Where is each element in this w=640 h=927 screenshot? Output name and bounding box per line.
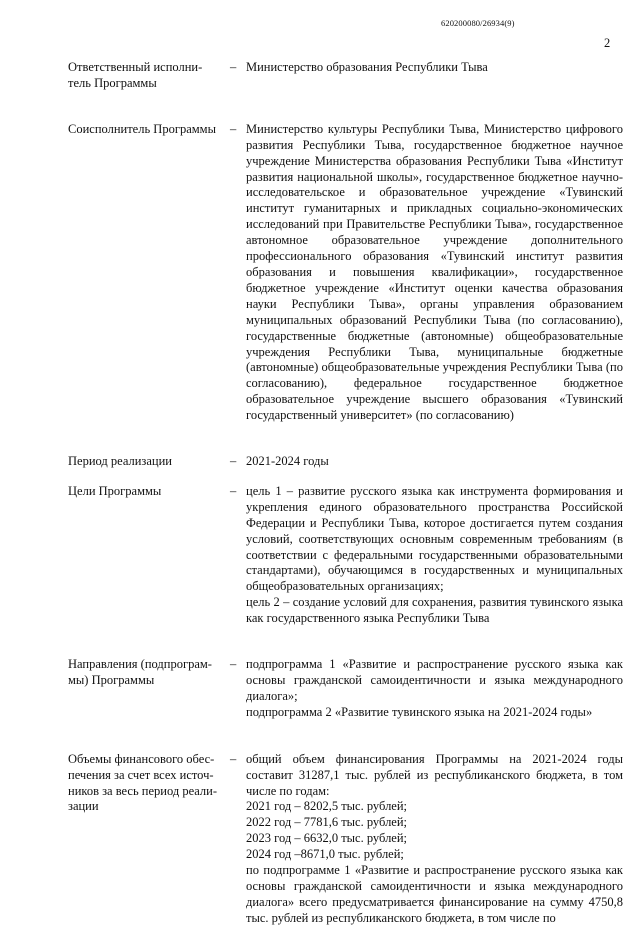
row-dash: – <box>230 657 237 672</box>
label-line: Направления (подпрограм- <box>68 657 212 672</box>
row-implementation-period <box>68 454 623 470</box>
label-line: мы) Программы <box>68 673 155 687</box>
label-line: Объемы финансового обес- <box>68 751 215 766</box>
row-label <box>68 60 230 92</box>
finance-subprogram-1-paragraph: по подпрограмме 1 «Развитие и распространение русского языка как основы гражданской самоидентичности и языка международного диалога» всего предусматривается финансирование на сумму 4750,8 тыс. рублей из республиканского бюджета, в том числе по <box>246 863 623 925</box>
label-line: зации <box>68 799 99 814</box>
goal-1-paragraph: цель 1 – развитие русского языка как инструмента формирования и укрепления единого образовательного пространства Российской Федерации и Республики Тыва, которое достигается путем создания условий, соответствующих основным современным требованиям (в соответствии с федеральными государственными образовательными стандартами), обучающимся в государственных и муниципальных общеобразовательных организациях; <box>246 483 623 594</box>
row-financing-volume <box>68 752 623 927</box>
row-program-directions <box>68 657 623 721</box>
subprogram-1-paragraph: подпрограмма 1 «Развитие и распространение русского языка как основы гражданской самоидентичности и языка международного диалога»; <box>246 657 623 703</box>
finance-year-2021: 2021 год – 8202,5 тыс. рублей; <box>246 799 408 814</box>
label-line: печения за счет всех источ- <box>68 767 214 782</box>
program-passport <box>68 60 623 927</box>
page-number: 2 <box>604 36 611 50</box>
finance-year-2022: 2022 год – 7781,6 тыс. рублей; <box>246 815 408 830</box>
row-value <box>246 484 623 627</box>
finance-total-paragraph: общий объем финансирования Программы на 2021-2024 годы составит 31287,1 тыс. рублей из республиканского бюджета, в том числе по годам: <box>246 751 623 798</box>
finance-year-2024: 2024 год –8671,0 тыс. рублей; <box>246 847 404 862</box>
row-dash: – <box>230 121 237 136</box>
document-id: 620200080/26934(9) <box>441 18 515 28</box>
label-line: Ответственный исполни- <box>68 60 203 74</box>
subprogram-2-paragraph: подпрограмма 2 «Развитие тувинского языка на 2021-2024 годы» <box>246 704 593 719</box>
row-label: Цели Программы <box>68 483 162 498</box>
goal-2-paragraph: цель 2 – создание условий для сохранения, развития тувинского языка как государственного языка Республики Тыва <box>246 595 623 626</box>
row-value <box>246 657 623 721</box>
row-label: Соисполнитель Программы <box>68 121 216 136</box>
row-dash: – <box>230 60 237 74</box>
row-dash: – <box>230 751 237 766</box>
label-line: тель Программы <box>68 75 157 90</box>
row-dash: – <box>230 454 237 469</box>
finance-year-2023: 2023 год – 6632,0 тыс. рублей; <box>246 831 408 846</box>
row-label: Период реализации <box>68 454 172 469</box>
label-line: ников за весь период реали- <box>68 783 218 798</box>
row-value: Министерство культуры Республики Тыва, Министерство цифрового развития Республики Тыва, государственное бюджетное научное учреждение Министерства образования Республики Тыва «Институт развития национальной школы», государственное бюджетное научно-исследовательское и образовательное учреждение «Тувинский институт гуманитарных и прикладных социально-экономических исследований при Правительстве Республики Тыва», государственное автономное образовательное учреждение дополнительного профессионального образования «Тувинский институт развития образования и повышения квалификации», государственное бюджетное учреждение «Институт оценки качества образования науки Республики Тыва», органы управления образованием муниципальных образований Республики Тыва (по согласованию), государственные бюджетные (автономные) общеобразовательные учреждения Республики Тыва, муниципальные бюджетные (автономные) общеобразовательные учреждения Республики Тыва (по согласованию), федеральное государственное бюджетное образовательное учреждение высшего образования «Тувинский государственный университет» (по согласованию) <box>246 121 623 423</box>
row-label <box>68 657 230 689</box>
row-value: Министерство образования Республики Тыва <box>246 60 488 74</box>
row-dash: – <box>230 483 237 498</box>
row-coexecutor <box>68 122 623 424</box>
row-program-goals <box>68 484 623 627</box>
row-responsible-executor <box>68 60 623 92</box>
row-value <box>246 752 623 927</box>
row-label <box>68 752 230 816</box>
row-value: 2021-2024 годы <box>246 454 329 469</box>
